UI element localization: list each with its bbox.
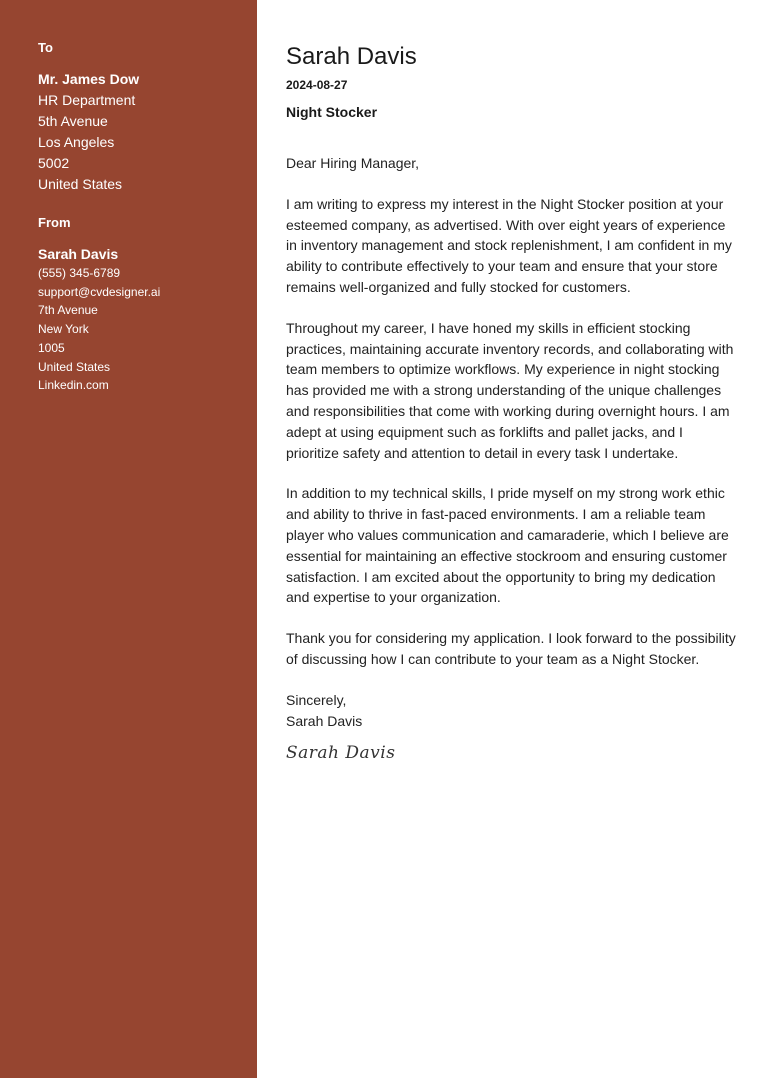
recipient-block (38, 40, 248, 195)
sender-city: New York (38, 322, 89, 337)
sender-name: Sarah Davis (38, 246, 119, 262)
paragraph: I am writing to express my interest in the Night Stocker position at your esteemed company, as advertised. With over eight years of experience in inventory management and stock replenishment, I am confident in my ability to contribute effectively to your team and ensure that your store remains well-organized and fully stocked for customers. (286, 195, 732, 295)
handwritten-signature: Sarah Davis (286, 743, 396, 764)
recipient-city: Los Angeles (38, 134, 115, 150)
recipient-department: HR Department (38, 92, 136, 108)
closing-block (286, 690, 736, 732)
sender-country: United States (38, 359, 111, 374)
job-title: Night Stocker (286, 104, 378, 120)
letter-body (286, 42, 736, 763)
paragraph: Thank you for considering my application. I look forward to the possibility of discussing how I can contribute to your team as a Night Stocker. (286, 630, 736, 667)
closing-name: Sarah Davis (286, 712, 363, 729)
closing-salutation: Sincerely, (286, 691, 347, 708)
sidebar (0, 0, 257, 1078)
greeting: Dear Hiring Manager, (286, 155, 420, 171)
sender-street: 7th Avenue (38, 303, 98, 318)
applicant-name: Sarah Davis (286, 43, 417, 70)
recipient-country: United States (38, 176, 123, 192)
sender-heading: From (38, 215, 71, 230)
recipient-street: 5th Avenue (38, 113, 108, 129)
paragraph: In addition to my technical skills, I pride myself on my strong work ethic and ability to thrive in fast-paced environments. I am a reliable team player who values communication and camaraderie, which I believe are essential for maintaining an effective stockroom and ensuring customer satisfaction. I am excited about the opportunity to bring my dedication and expertise to your organization. (286, 485, 729, 606)
sender-zip: 1005 (38, 340, 65, 355)
recipient-heading: To (38, 40, 53, 55)
sender-email: support@cvdesigner.ai (38, 284, 161, 299)
sidebar-content (38, 40, 248, 395)
sender-linkedin: Linkedin.com (38, 378, 109, 393)
recipient-zip: 5002 (38, 155, 70, 171)
letter-date: 2024-08-27 (286, 78, 348, 92)
sender-block (38, 215, 248, 395)
sender-phone: (555) 345-6789 (38, 266, 121, 280)
recipient-name: Mr. James Dow (38, 71, 140, 87)
paragraph: Throughout my career, I have honed my skills in efficient stocking practices, maintaining accurate inventory records, and collaborating with team members to optimize workflows. My experience in night stocking has provided me with a strong understanding of the unique challenges and responsibilities that come with working during overnight hours. I am adept at using equipment such as forklifts and pallet jacks, and I prioritize safety and attention to detail in every task I undertake. (286, 319, 734, 461)
